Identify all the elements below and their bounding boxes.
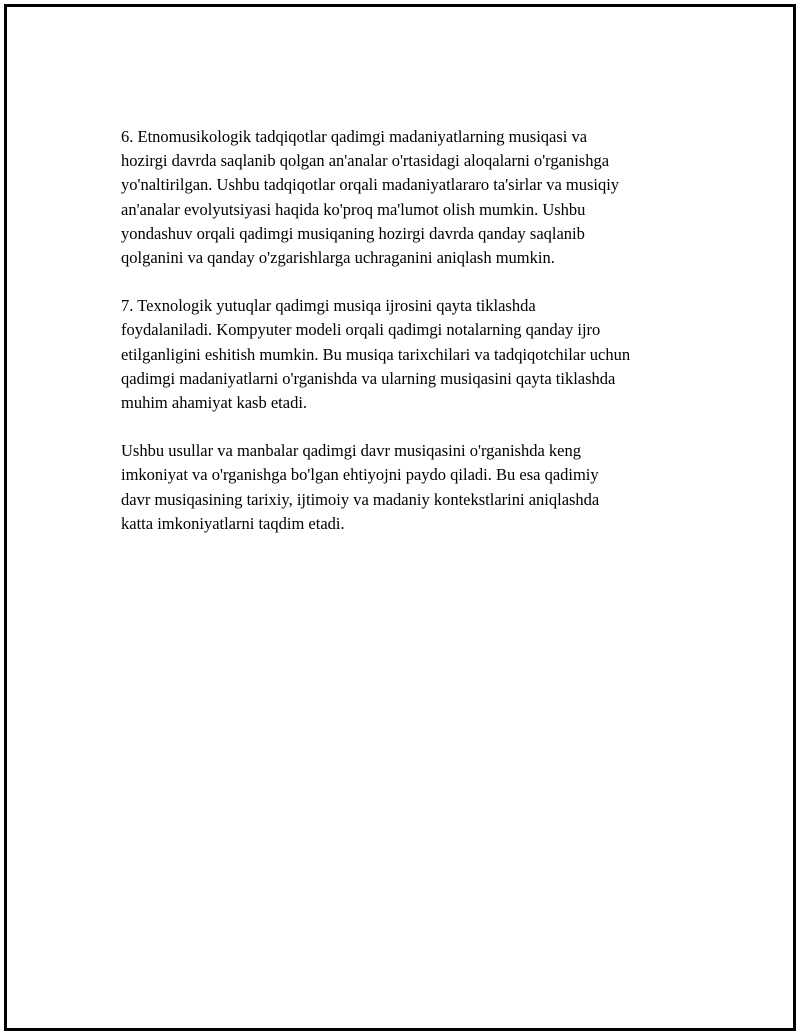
paragraph-conclusion: [121, 439, 701, 536]
text-line: 7. Texnologik yutuqlar qadimgi musiqa ijrosini qayta tiklashda: [121, 296, 536, 316]
paragraph-6: [121, 125, 701, 270]
paragraph-7: [121, 294, 701, 415]
document-body: [121, 125, 701, 560]
text-line: hozirgi davrda saqlanib qolgan an'analar o'rtasidagi aloqalarni o'rganishga: [121, 151, 610, 171]
text-line: muhim ahamiyat kasb etadi.: [121, 393, 308, 413]
text-line: yondashuv orqali qadimgi musiqaning hozirgi davrda qanday saqlanib: [121, 223, 585, 243]
text-line: qadimgi madaniyatlarni o'rganishda va ularning musiqasini qayta tiklashda: [121, 368, 616, 388]
page-frame: [4, 4, 796, 1031]
text-line: Ushbu usullar va manbalar qadimgi davr musiqasini o'rganishda keng: [121, 441, 581, 461]
text-line: davr musiqasining tarixiy, ijtimoiy va madaniy kontekstlarini aniqlashda: [121, 489, 600, 509]
text-line: katta imkoniyatlarni taqdim etadi.: [121, 513, 345, 533]
text-line: yo'naltirilgan. Ushbu tadqiqotlar orqali madaniyatlararo ta'sirlar va musiqiy: [121, 175, 620, 195]
text-line: etilganligini eshitish mumkin. Bu musiqa tarixchilari va tadqiqotchilar uchun: [121, 344, 631, 364]
text-line: imkoniyat va o'rganishga bo'lgan ehtiyojni paydo qiladi. Bu esa qadimiy: [121, 465, 599, 485]
text-line: 6. Etnomusikologik tadqiqotlar qadimgi madaniyatlarning musiqasi va: [121, 127, 588, 146]
text-line: qolganini va qanday o'zgarishlarga uchraganini aniqlash mumkin.: [121, 248, 555, 268]
text-line: an'analar evolyutsiyasi haqida ko'proq ma'lumot olish mumkin. Ushbu: [121, 199, 586, 219]
text-line: foydalaniladi. Kompyuter modeli orqali qadimgi notalarning qanday ijro: [121, 320, 601, 340]
